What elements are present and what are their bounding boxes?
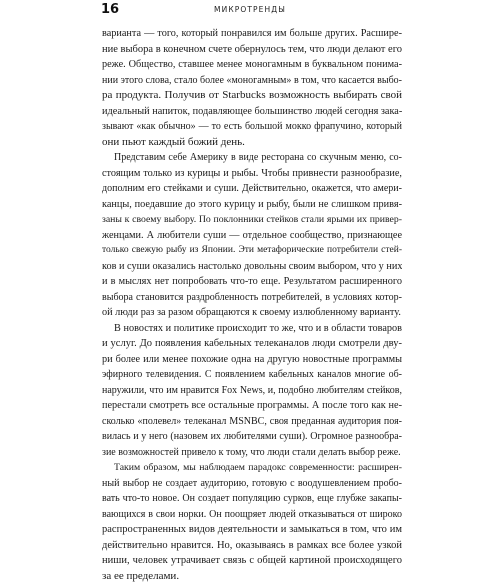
text-line: действительно нравится. Но, оказываясь в рамках все более узкой — [102, 538, 402, 554]
text-line: идеальный напиток, подавляющее большинство людей сегодня зака- — [102, 104, 402, 120]
text-line: вающихся в свои норки. Он поощряет людей отказываться от широко — [102, 507, 402, 523]
text-line: вилась и у него (назовем их любителями суши). Огромное разнообра- — [102, 429, 402, 445]
text-line: ный выбор не создает аудиторию, готовую с воодушевлением пробо- — [102, 476, 402, 492]
paragraph — [102, 321, 402, 461]
text-line: они пьют каждый божий день. — [102, 135, 402, 151]
text-line: ков и суши оказались настолько довольны своим выбором, что у них — [102, 259, 402, 275]
text-line: распространенных видов деятельности и замыкаться в том, что им — [102, 522, 402, 538]
text-line: реже. Общество, ставшее менее моногамным в буквальном понима- — [102, 57, 402, 73]
text-line: наружили, что им нравится Fox News, и, подобно любителям стейков, — [102, 383, 402, 399]
text-line: и в мыслях нет попробовать что-то еще. Результатом расширенного — [102, 274, 402, 290]
paragraph — [102, 460, 402, 584]
text-line: варианта — того, который понравился им больше других. Расшире- — [102, 26, 402, 42]
running-title: МИКРОТРЕНДЫ — [0, 5, 500, 14]
text-line: женцами. А любители суши — отдельное сообщество, признающее — [102, 228, 402, 244]
text-line: стоящим только из курицы и рыбы. Чтобы привнести разнообразие, — [102, 166, 402, 182]
text-line: Таким образом, мы наблюдаем парадокс современности: расширен- — [102, 460, 402, 476]
text-line: перестали смотреть все остальные программы. А после того как не- — [102, 398, 402, 414]
text-line: и услуг. До появления кабельных телеканалов люди смотрели дву- — [102, 336, 402, 352]
paragraph — [102, 150, 402, 321]
text-line: ри более или менее похожие одна на другую новостные программы — [102, 352, 402, 368]
text-line: за ее пределами. — [102, 569, 402, 584]
text-line: канцы, поедавшие до этого курицу и рыбу, были не слишком привя- — [102, 197, 402, 213]
text-line: нии этого слова, стало более «моногамным» в том, что касается выбо- — [102, 73, 402, 89]
text-line: ра продукта. Получив от Starbucks возможность выбирать свой — [102, 88, 402, 104]
text-line: зывают «как обычно» — то есть большой мокко фрапучино, который — [102, 119, 402, 135]
text-line: заны к своему выбору. По поклонники стейков стали ярыми их привер- — [102, 212, 402, 228]
paragraph — [102, 26, 402, 150]
text-line: ой люди раз за разом обращаются к своему излюбленному варианту. — [102, 305, 402, 321]
text-line: дополним его стейками и суши. Действительно, окажется, что амери- — [102, 181, 402, 197]
text-line: зие возможностей привело к тому, что люди стали делать выбор реже. — [102, 445, 402, 461]
text-line: выбора становится раздробленность потребителей, в условиях котор- — [102, 290, 402, 306]
page-number: 16 — [101, 2, 119, 17]
text-line: вать что-то новое. Он создает популяцию сурков, еще глубже закапы- — [102, 491, 402, 507]
page-header — [0, 0, 500, 24]
text-line: эфирного телевидения. С появлением кабельных каналов многие об- — [102, 367, 402, 383]
text-line: В новостях и политике происходит то же, что и в области товаров — [102, 321, 402, 337]
text-line: только свежую рыбу из Японии. Эти метафорические потребители стей- — [102, 243, 402, 259]
body-text — [102, 26, 402, 584]
text-line: Представим себе Америку в виде ресторана со скучным меню, со- — [102, 150, 402, 166]
text-line: ниши, человек утрачивает связь с общей картиной происходящего — [102, 553, 402, 569]
text-line: ние выбора в конечном счете обернулось тем, что люди делают его — [102, 42, 402, 58]
text-line: сколько «полевел» телеканал MSNBC, своя преданная аудитория поя- — [102, 414, 402, 430]
